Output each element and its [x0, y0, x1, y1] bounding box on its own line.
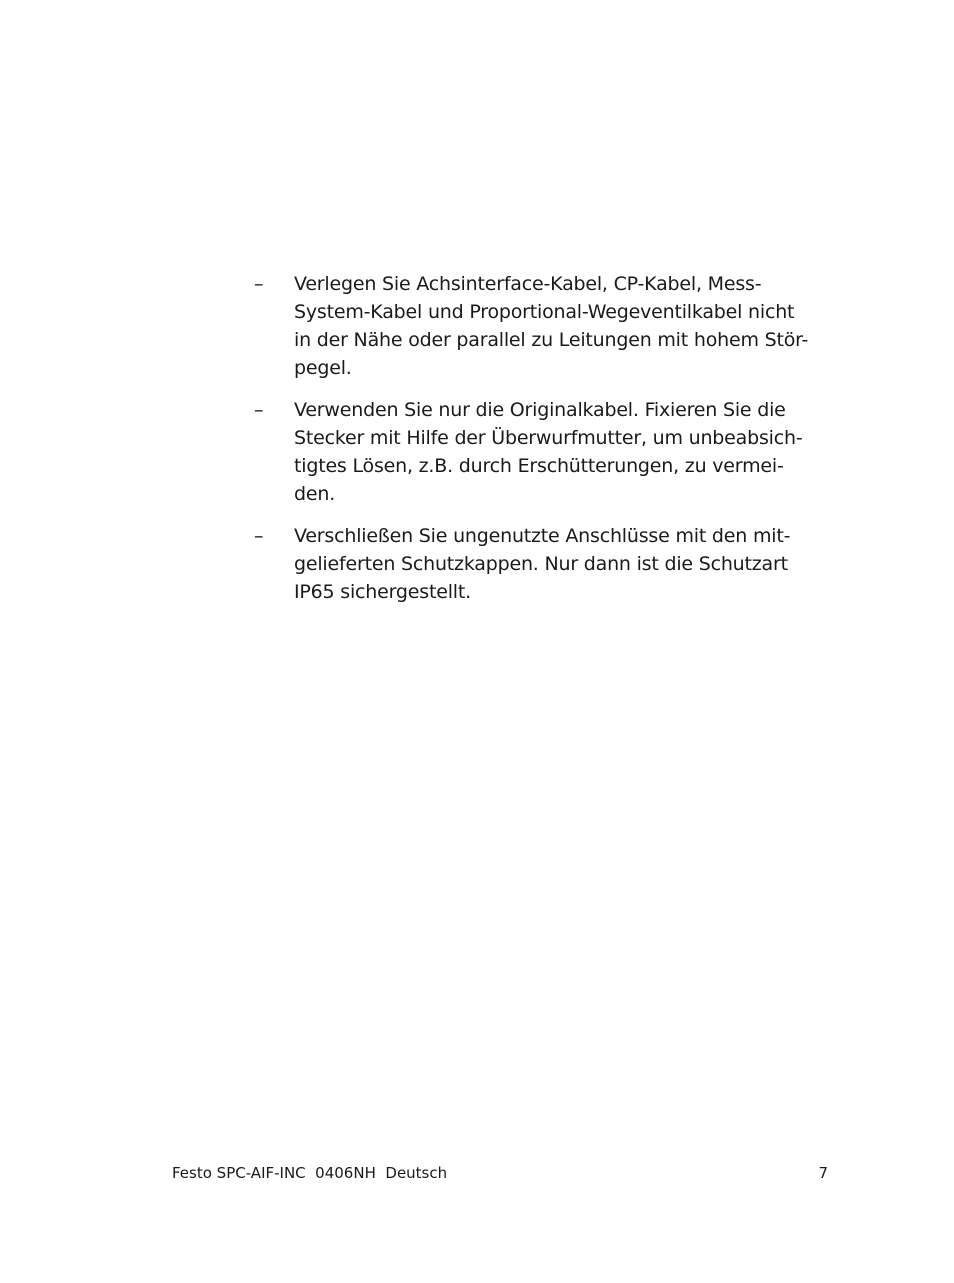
- dash-marker: –: [254, 525, 264, 547]
- list-item: [254, 396, 834, 508]
- text-line: Verlegen Sie Achsinterface-Kabel, CP-Kabel, Mess-: [294, 273, 762, 295]
- text-line: Verschließen Sie ungenutzte Anschlüsse mit den mit-: [294, 525, 791, 547]
- dash-marker: –: [254, 273, 264, 295]
- list-item-text: [294, 396, 834, 508]
- list-item: [254, 522, 834, 606]
- footer-document-id: Festo SPC-AIF-INC 0406NH Deutsch: [172, 1164, 448, 1182]
- text-line: tigtes Lösen, z.B. durch Erschütterungen, zu vermei-: [294, 455, 784, 477]
- list-item-text: [294, 522, 834, 606]
- text-line: pegel.: [294, 357, 352, 379]
- page-number: 7: [818, 1164, 828, 1182]
- text-line: den.: [294, 483, 336, 505]
- page-footer: [172, 1163, 828, 1183]
- text-line: in der Nähe oder parallel zu Leitungen mit hohem Stör-: [294, 329, 809, 351]
- text-line: Verwenden Sie nur die Originalkabel. Fixieren Sie die: [294, 399, 786, 421]
- text-line: gelieferten Schutzkappen. Nur dann ist die Schutzart: [294, 553, 788, 575]
- list-item: [254, 270, 834, 382]
- instruction-list: [254, 270, 834, 620]
- text-line: System-Kabel und Proportional-Wegeventilkabel nicht: [294, 301, 795, 323]
- list-item-text: [294, 270, 834, 382]
- dash-marker: –: [254, 399, 264, 421]
- text-line: IP65 sichergestellt.: [294, 581, 471, 603]
- text-line: Stecker mit Hilfe der Überwurfmutter, um unbeabsich-: [294, 427, 803, 449]
